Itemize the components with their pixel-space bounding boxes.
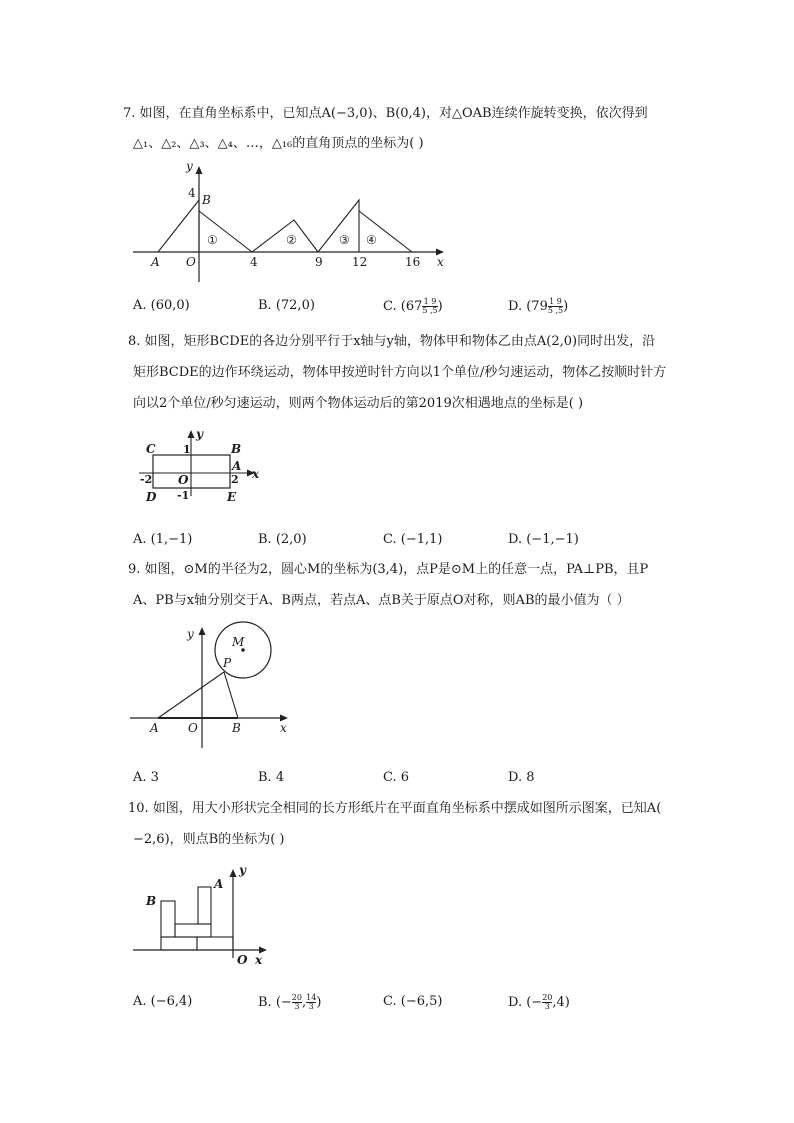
q10-option-b-fraction-2 xyxy=(306,994,316,1011)
q10-point-a: A xyxy=(214,877,224,891)
q8-option-c[interactable]: C. (−1,1) xyxy=(383,532,443,547)
q10-option-b-prefix: B. (− xyxy=(258,995,292,1010)
q8-x-label: x xyxy=(252,467,260,481)
q7-label-circle-3: ③ xyxy=(339,233,350,247)
q7-option-c-suffix: ) xyxy=(437,299,443,314)
q7-option-d-prefix: D. (79 xyxy=(508,299,548,314)
q7-option-b[interactable]: B. (72,0) xyxy=(258,298,315,313)
q7-stem-line-1: 7. 如图，在直角坐标系中，已知点A(−3,0)、B(0,4)，对△OAB连续作旋转变换，依次得到 xyxy=(123,106,648,121)
q10-option-b-fraction-1 xyxy=(292,994,302,1011)
q7-tick-4: 4 xyxy=(250,255,258,269)
q10-rect-bottom-right xyxy=(197,937,233,950)
q7-y-label: y xyxy=(186,159,193,173)
q8-origin-o: O xyxy=(178,473,189,487)
q10-stem-line-2: −2,6)，则点B的坐标为( ) xyxy=(133,832,285,847)
q8-point-b: B xyxy=(231,442,242,456)
q8-tick-neg1: -1 xyxy=(177,489,190,502)
q10-option-d-suffix: ,4) xyxy=(552,995,570,1010)
q7-tick-12: 12 xyxy=(352,255,368,269)
q8-tick-neg2: -2 xyxy=(140,473,153,486)
q8-point-e: E xyxy=(227,490,237,504)
q8-point-d: D xyxy=(146,490,157,504)
q10-x-label: x xyxy=(255,953,263,967)
q10-rect-right-vertical xyxy=(198,887,211,924)
q8-point-a: A xyxy=(232,459,242,473)
q9-option-d[interactable]: D. 8 xyxy=(508,770,535,785)
q9-stem-line-1: 9. 如图，⊙M的半径为2，圆心M的坐标为(3,4)，点P是⊙M上的任意一点，PA⊥PB，且P xyxy=(128,562,649,577)
q8-stem-line-2: 矩形BCDE的边作环绕运动，物体甲按逆时针方向以1个单位/秒匀速运动，物体乙按顺时针方 xyxy=(133,365,667,380)
q10-stem-line-1: 10. 如图，用大小形状完全相同的长方形纸片在平面直角坐标系中摆成如图所示图案，已知A( xyxy=(128,801,662,816)
q9-x-label: x xyxy=(280,721,287,735)
q9-point-m: M xyxy=(232,635,245,649)
q7-point-b: B xyxy=(202,193,211,207)
q10-option-a[interactable]: A. (−6,4) xyxy=(133,994,193,1009)
q8-option-d[interactable]: D. (−1,−1) xyxy=(508,532,579,547)
q8-point-c: C xyxy=(146,442,156,456)
q7-label-circle-4: ④ xyxy=(366,233,377,247)
q10-y-label: y xyxy=(239,863,246,877)
q10-option-b-numerator-2: 14 xyxy=(306,993,317,1002)
q9-y-label: y xyxy=(187,627,194,641)
q10-option-b-suffix: ) xyxy=(316,995,322,1010)
q7-option-d-numerator: 1 9 xyxy=(549,297,562,306)
q9-option-b[interactable]: B. 4 xyxy=(258,770,285,785)
q8-option-a[interactable]: A. (1,−1) xyxy=(133,532,193,547)
q10-option-d-numerator: 20 xyxy=(542,993,553,1002)
q10-rect-bottom-left xyxy=(161,937,197,950)
q7-label-circle-1: ① xyxy=(207,233,218,247)
q10-y-arrow xyxy=(230,869,237,877)
q9-stem-line-2: A、PB与x轴分别交于A、B两点，若点A、点B关于原点O对称，则AB的最小值为（ ） xyxy=(133,593,630,608)
q7-x-label: x xyxy=(437,255,444,269)
q7-origin-o: O xyxy=(186,255,196,269)
q7-tick-16: 16 xyxy=(405,255,421,269)
q9-option-a[interactable]: A. 3 xyxy=(133,770,159,785)
q8-option-b[interactable]: B. (2,0) xyxy=(258,532,307,547)
q10-option-d-prefix: D. (− xyxy=(508,995,543,1010)
q8-stem-line-1: 8. 如图，矩形BCDE的各边分别平行于x轴与y轴，物体甲和物体乙由点A(2,0)同时出发，沿 xyxy=(128,334,656,349)
q10-rect-middle-horizontal xyxy=(175,924,211,937)
q8-y-label: y xyxy=(196,427,203,441)
q9-point-b: B xyxy=(232,721,241,735)
q10-option-b-denominator-1: 3 xyxy=(294,1002,300,1011)
q10-option-d[interactable] xyxy=(508,994,570,1011)
q9-point-a: A xyxy=(150,721,159,735)
q7-label-circle-2: ② xyxy=(286,233,297,247)
q10-origin-o: O xyxy=(237,953,248,967)
q8-tick-1: 1 xyxy=(183,443,191,456)
q10-rect-left-vertical xyxy=(161,901,175,937)
q10-point-b: B xyxy=(146,894,157,908)
q7-point-a: A xyxy=(151,255,160,269)
q8-stem-line-3: 向以2个单位/秒匀速运动，则两个物体运动后的第2019次相遇地点的坐标是( ) xyxy=(133,396,584,411)
q7-option-c-prefix: C. (67 xyxy=(383,299,423,314)
q9-point-p: P xyxy=(223,656,232,670)
q7-option-d-denominator: 5 ,5 xyxy=(547,306,564,315)
q7-tick-4-y: 4 xyxy=(188,186,196,200)
q9-origin-o: O xyxy=(188,721,198,735)
q7-option-c-numerator: 1 9 xyxy=(423,297,437,306)
q7-option-a[interactable]: A. (60,0) xyxy=(133,298,190,313)
q7-option-c-denominator: 5 ,5 xyxy=(422,306,438,315)
q10-option-d-fraction xyxy=(542,994,552,1011)
q7-tick-9: 9 xyxy=(315,255,323,269)
q10-option-c[interactable]: C. (−6,5) xyxy=(383,994,443,1009)
q9-option-c[interactable]: C. 6 xyxy=(383,770,410,785)
q10-option-b-denominator-2: 3 xyxy=(308,1002,314,1011)
q8-tick-2: 2 xyxy=(231,473,239,486)
q10-option-d-denominator: 3 xyxy=(544,1002,550,1011)
q10-option-b[interactable]: B. (− $\frac{20}{3}$ , $\frac{14}{3}$ ) xyxy=(258,993,322,1011)
q10-option-b-numerator-1: 20 xyxy=(291,993,302,1002)
q7-stem-line-2: △₁、△₂、△₃、△₄、…，△₁₆的直角顶点的坐标为( ) xyxy=(133,136,424,151)
q7-option-d-suffix: ) xyxy=(563,299,569,314)
